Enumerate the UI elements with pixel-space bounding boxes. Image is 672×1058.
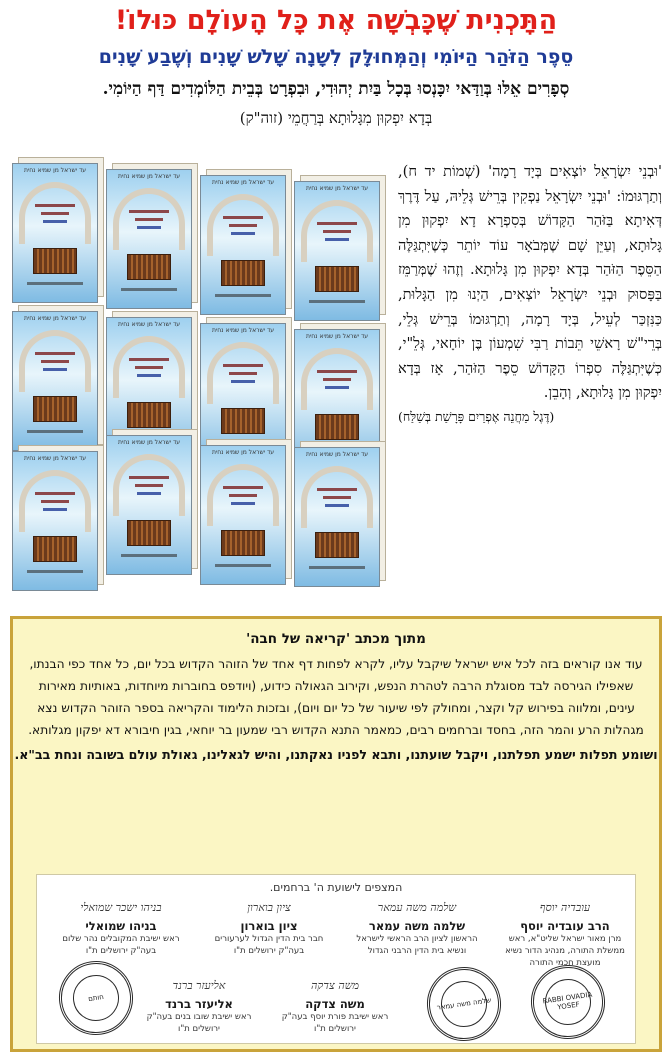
book-heading: עד ישראל מן שמיא נחית [211, 327, 275, 334]
signer-name: בניהו שמואלי [85, 919, 157, 933]
book-heading: עד ישראל מן שמיא נחית [23, 315, 87, 322]
book-heading: עד ישראל מן שמיא נחית [117, 173, 181, 180]
commentary-paragraph: 'וּבְנֵי יִשְׂרָאֵל יוֹצְאִים בְּיָד רָמָה' (שְׁמוֹת יד ח), וְתַרְגּוּמוֹ: 'וּבְנֵי יִשְׂרָאֵל נַפְקִין בְּרֵישׁ גְּלֵיהּ, עַל דֶּרֶךְ דְּאִיתָא בַּזֹּהַר הַקָּדוֹשׁ בְּסִפְרָא דָא יִפְקוּן מִן גָּלוּתָא, וְעַיֵּן שָׁם שֶׁמְּבֹאָר עוֹד יוֹתֵר כְּשֶׁיִּתְגַּלֶּה הַסֵּפֶר הַזֹּהַר בְּדָא יִפְקוּן מִן גָּלוּתָא. וְזֶהוּ שֶׁמְּרַמֵּז בַּפָּסוּק וּבְנֵי יִשְׂרָאֵל יוֹצְאִים, הַיְנוּ מִן הַגָּלוּת, כַּנִּזְכַּר לְעֵיל, בְּיָד רָמָה, וְתַרְגּוּמוֹ בְּרֵישׁ גְּלֵי, בְּרֵי"שׁ רָאשֵׁי תֵּבוֹת רַבִּי שִׁמְעוֹן בֶּן יוֹחָאי, גְּלֵ"י, כְּשֶׁיִּתְגַּלֶּה סִפְרוֹ הַקָּדוֹשׁ סֵפֶר הַזֹּהַר, אָז בְּדָא יִפְקוּן מִן גָּלוּתָא, וְהָבֵן. [398, 163, 662, 402]
signer-role: מרן מאור ישראל שליט"א, ראש ממשלת התורה, מנהיג הדור נשיא מועצת חכמי התורה [505, 934, 625, 968]
signer-role: הראשון לציון הרב הראשי לישראל ונשיא בית הדין הרבני הגדול [356, 934, 478, 956]
book-cover [200, 175, 286, 315]
signature-brand [135, 975, 263, 1035]
signer-name: משה צדקה [305, 997, 365, 1011]
book-cover [106, 169, 192, 309]
letter-closing: ושומע תפלות ישמע תפלתנו, ויקבל שועתנו, ותבא לפניו נאקתנו, והיש לגאלינו, גאולת עולם בשובה ונחת בב"א. [14, 747, 658, 762]
signature-tzedaka [271, 975, 399, 1035]
book-cover [106, 435, 192, 575]
letter-title: מתוך מכתב 'קריאה של חבה' [246, 631, 426, 647]
signatures-panel [36, 874, 636, 1044]
book-cover [294, 181, 380, 321]
signer-name: הרב עובדיה יוסף [520, 919, 610, 933]
handwritten-signature: משה צדקה [310, 979, 360, 992]
stamp-text: RABBI OVADIA YOSEF [542, 990, 593, 1012]
page-header [0, 0, 672, 148]
rabbi-stamp-seal [526, 960, 610, 1044]
intro-line: סְפָרִים אֵלּוּ בְּוַדַּאי יִכָּנְסוּ בְּכָל בַּיִת יְהוּדִי, וּבִפְרָט בְּבֵית הַלּוֹמְדִים דַּף הַיּוֹמִי. [102, 79, 570, 99]
signer-name: אליעזר ברנד [165, 997, 233, 1011]
signatures-title: המצפים לישועת ה' ברחמים. [269, 881, 403, 894]
book-heading: עד ישראל מן שמיא נחית [305, 333, 369, 340]
signer-role: ראש ישיבת המקובלים נהר שלום בעה"ק ירושלים ת"ו [62, 934, 180, 956]
zohar-quote: בְּדָא יִפְקוּן מִגָּלוּתָא בְּרַחֲמֵי (זוה"ק) [239, 109, 433, 127]
stamp-text: שלמה משה עמאר [436, 996, 492, 1012]
handwritten-signature: בניהו ישכר שמואלי [80, 901, 162, 914]
main-title: הַתָּכְנִית שֶׁכָּבְשָׁה אֶת כָּל הָעוֹלָם כּוּלוֹ! [114, 5, 558, 36]
subtitle: סֵפֶר הַזֹּהַר הַיּוֹמִי וְהַמְּחוּלָּק לִשָׁנָה שָׁלֹשׁ שָׁנִים וְשֶׁבַע שָׁנִים [98, 46, 574, 68]
signature-amar [353, 897, 481, 957]
book-cover [294, 447, 380, 587]
book-cover [200, 445, 286, 585]
commentary-source: (דֶּגֶל מַחֲנֵה אֶפְרַיִם פָּרָשַׁת בְּשַׁלַּח) [398, 408, 555, 424]
signer-role: חבר בית הדין הגדול לערעורים בעה"ק ירושלים ת"ו [214, 934, 324, 956]
book-covers-grid [6, 155, 390, 595]
signature-ovadia-yosef [501, 897, 629, 969]
handwritten-signature: ציון בוארון [247, 901, 291, 914]
book-heading: עד ישראל מן שמיא נחית [305, 451, 369, 458]
book-heading: עד ישראל מן שמיא נחית [117, 321, 181, 328]
yeshiva-stamp-seal [54, 956, 138, 1040]
signer-role: ראש ישיבת שובו בנים בעה"ק ירושלים ת"ו [146, 1012, 252, 1034]
letter-body: עוד אנו קוראים בזה לכל איש ישראל שיקבל עליו, לקרא לפחות דף אחד של הזוהר הקדוש בכל יום, כל אחד כפי הבנתו, שאפילו הגירסה לבד מסוגלת הרבה לטהרת הנפש, וקירוב הגאולה כידוע, (ויודפס בחוברות מיוחדות, באותיות מאירות עינים, ומלווה בפירוש קל וקצר, ומחולק לפי שיעור של כל יום ויום), ובזכות הלימוד והקריאה בספר הזוהר הקדוש נצא מגהלות הרע והמר הזה, בחסד וברחמים רבים, כמאמר התנא הקדוש רבי שמעון בר יוחאי, בגין חיבורא דא יפקון מגלותא. [28, 657, 644, 737]
stamp-text: חותם [87, 992, 105, 1004]
signer-name: שלמה משה עמאר [368, 919, 466, 933]
handwritten-signature: שלמה משה עמאר [377, 901, 457, 914]
book-heading: עד ישראל מן שמיא נחית [305, 185, 369, 192]
signature-shmueli [57, 897, 185, 957]
book-cover [12, 451, 98, 591]
signer-name: ציון בוארון [240, 919, 298, 933]
handwritten-signature: עובדיה יוסף [539, 901, 591, 914]
book-heading: עד ישראל מן שמיא נחית [211, 449, 275, 456]
signature-boaron [205, 897, 333, 957]
handwritten-signature: אליעזר ברנד [172, 979, 226, 992]
official-stamp-seal [422, 962, 506, 1046]
book-cover [12, 311, 98, 451]
book-heading: עד ישראל מן שמיא נחית [23, 167, 87, 174]
book-heading: עד ישראל מן שמיא נחית [211, 179, 275, 186]
signer-role: ראש ישיבת פורת יוסף בעה"ק ירושלים ת"ו [281, 1012, 389, 1034]
book-heading: עד ישראל מן שמיא נחית [117, 439, 181, 446]
book-cover [12, 163, 98, 303]
commentary-column [398, 160, 662, 596]
book-heading: עד ישראל מן שמיא נחית [23, 455, 87, 462]
